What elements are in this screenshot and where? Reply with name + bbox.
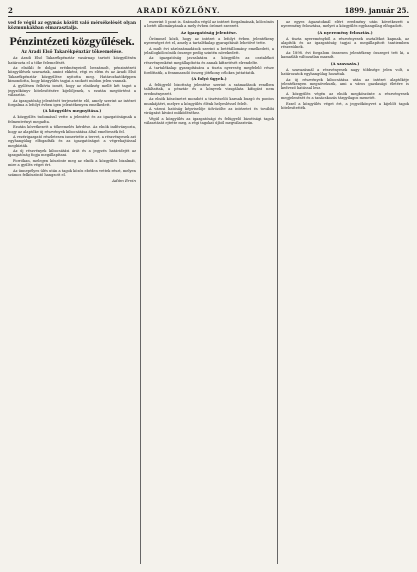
paragraph: A tiszta nyereményből a részvényesek osztalékot kapnak, az alapítók és az igazgatóság tagjai a megállapított tantiemben részesülnek.	[281, 36, 409, 50]
subsection-title: (A folyó ügyek.)	[191, 75, 227, 81]
paragraph: Ezután következett a tőkeemelés kérdése. Az elnök indítványozta, hogy az alaptőke új részvények kibocsátása által emeltessék fel.	[8, 125, 136, 134]
paragraph: Az 1898. évi forgalom összesen jelentékeny összeget tett ki, a kamatláb változatlan maradt.	[281, 50, 409, 60]
paragraph: Az elnök köszönetet mondott a tisztviselői karnak buzgó és pontos munkájáért, melyre a közgyűlés élénk helyesléssel felelt.	[144, 97, 274, 106]
paragraph: Az ünnepélyes ülés után a tagok közös ebéden vettek részt, melyen számos felköszöntő hangzott el.	[8, 168, 136, 177]
section-title: Az igazgatóság jelentése.	[180, 29, 238, 35]
paragraph: A városi hatóság képviselője üdvözölte az intézetet és további virágzást kívánt működéséhez.	[144, 106, 274, 116]
paragraph: Forrókan, melegen köszönte meg az elnök a közgyűlés bizalmát, mire a gyűlés véget ért.	[8, 158, 136, 168]
paragraph: A felügyelő bizottság jelentése szerint a számadások rendben találtattak, a pénztár és a könyvek vizsgálata kifogást nem eredményezett.	[144, 83, 274, 96]
paragraph: eszerint 5 pont is. Számolta végül az intézet forgalmának, kölcsönös a betét állományának a mely évben örömet szerzett.	[144, 20, 274, 29]
subsection-title: (A szavazás.)	[330, 60, 360, 66]
paragraph: A gyűlésen felhívta ismét, hogy az elnökség mellé két tagot a jegyzőkönyv hitelesítésére kijelöljenek, s ezután megtörtént a választás.	[8, 84, 136, 98]
paragraph: Ezzel a közgyűlés véget ért, a jegyzőkönyvet a kijelölt tagok hitelesítették.	[281, 101, 409, 110]
subsection-title: (A közgyűlés megnyitása.)	[42, 108, 102, 114]
header-rule	[8, 16, 409, 17]
paragraph: A közgyűlés végén az elnök megköszönte a részvényesek megjelenését és a tanácskozás tárgyilagos menetét.	[281, 91, 409, 101]
paragraph: A közgyűlés tudomásul vette a jelentést és az igazgatóságnak a felmentvényt megadta.	[8, 115, 136, 124]
column-divider	[140, 20, 141, 564]
paragraph: Az új részvények kibocsátási árát és a jegyzés határidejét az igazgatóság fogja megállapítani.	[8, 149, 136, 158]
paper-title: ARADI KÖZLÖNY.	[136, 5, 221, 15]
paragraph: Az Aradi Első Takarékpénztár vasárnap tartott közgyűlésén határozta el a tőke felemelését.	[8, 56, 136, 65]
issue-date: 1899. január 25.	[344, 5, 409, 15]
author-signature: Adám Ervin	[112, 178, 136, 184]
paragraph: A vezérigazgató részletesen ismertette a tervet, a részvényesek azt egyhangúlag elfogadták és az igazgatóságot a végrehajtással megbízták.	[8, 134, 136, 148]
paragraph: A szavazásnál a részvényesek nagy többsége jelen volt, a határozatok egyhangúlag hozattak.	[281, 67, 409, 77]
column-divider	[277, 20, 278, 564]
separator	[26, 32, 118, 33]
paragraph: Végül a közgyűlés az igazgatósági és felügyelő bizottsági tagok választását ejtette meg, a régi tagokat újból megválasztván.	[144, 116, 274, 126]
paragraph: Az igazgatóság javaslatára a közgyűlés az osztalékot részvényenként megállapította és annak kifizetését elrendelte.	[144, 56, 274, 65]
paragraph: az egyes ágazatoknál elért eredmény után következett a nyeremény felosztása, melyet a közgyűlés egyhangúlag elfogadott.	[281, 20, 409, 29]
column-2	[144, 20, 274, 564]
lead-paragraph: ved fe végül az egymás között való mérsékelését olyan közmunkákban elmarasztalja.	[8, 20, 136, 30]
page-number: 2	[8, 5, 13, 15]
column-1	[8, 20, 136, 564]
page-header	[8, 4, 409, 16]
paragraph: A mult évi zárószámadások szerint a betétállomány emelkedett, a jelzálogkölcsönök összege pedig szintén növekedett.	[144, 46, 274, 55]
section-title: Az Aradi Első Takarékpénztár tőkeemelése.	[21, 49, 123, 54]
section-title: (A nyeremény felosztás.)	[317, 29, 373, 35]
paragraph: Örömmel közli, hogy az intézet a lefolyt évben jelentékeny nyereséget ért el, amely a tartalékalap gyarapítását lehetővé tette.	[144, 36, 274, 46]
column-3	[281, 20, 409, 564]
paragraph: Az igazgatóság jelentését terjesztette elő, amely szerint az intézet forgalma a lefolyt évben igen jelentékenyen emelkedett.	[8, 98, 136, 107]
paragraph: A tartalékalap gyarapítására a tiszta nyereség megfelelő része fordíttatik, a fennmaradó összeg jótékony célokra juttattatik.	[144, 66, 274, 75]
section-banner: Pénzintézeti közgyűlések.	[9, 34, 135, 48]
paragraph: Az elnökli fe dolgai erédményeiről beszámolt, pénzintézeti közgyűlések szavaztak, amint ekként, régi es elém és az Aradi Első Takarékpénztár közgyűlése nyitotta meg. Határozhatóképpen kimondotta, hogy közgyűlés tagjai a szokott módon jelen vannak.	[8, 66, 136, 83]
paragraph: Az új részvények kibocsátása után az intézet alaptőkéje jelentékenyen megnövekszik, ami a város gazdasági életére is kedvező hatással lesz.	[281, 77, 409, 91]
